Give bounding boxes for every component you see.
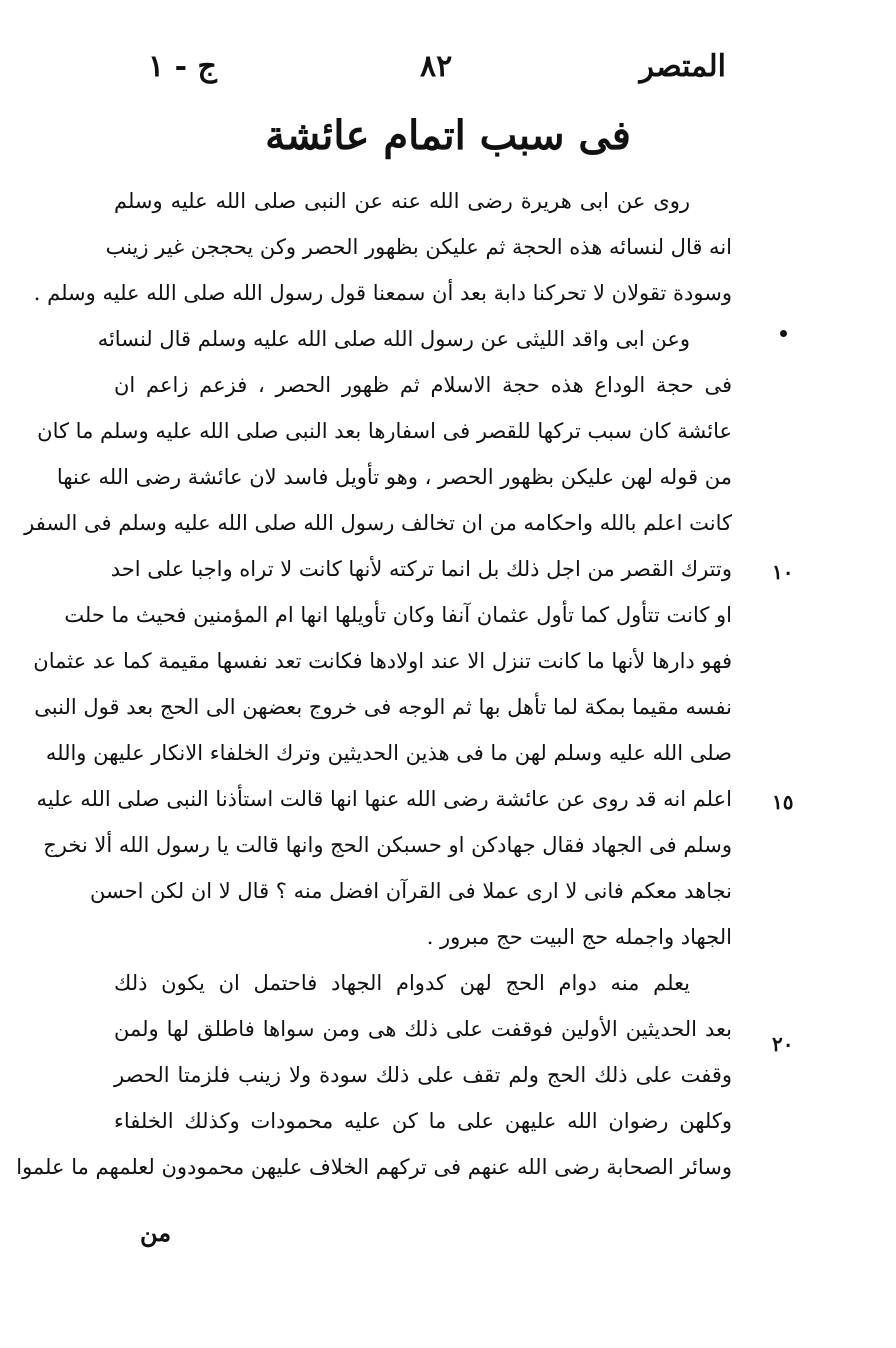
text-line: كانت اعلم بالله واحكامه من ان تخالف رسول الله صلى الله عليه وسلم فى السفر bbox=[24, 511, 732, 535]
paragraph-2 bbox=[24, 316, 732, 960]
text-line: بعد الحديثين الأولين فوقفت على ذلك هى ومن سواها فاطلق لها ولمن bbox=[114, 1017, 732, 1041]
margin-dot bbox=[780, 330, 787, 337]
catchword: من bbox=[140, 1218, 172, 1247]
line-number-15: ١٥ bbox=[772, 790, 794, 814]
section-title: فى سبب اتمام عائشة bbox=[265, 112, 631, 159]
text-line: وتترك القصر من اجل ذلك بل انما تركته لأنها كانت لا تراه واجبا على احد bbox=[110, 557, 732, 581]
text-line: وكلهن رضوان الله عليهن على ما كن عليه محمودات وكذلك الخلفاء bbox=[114, 1109, 732, 1133]
paragraph-1 bbox=[33, 178, 732, 316]
line-number-20: ٢٠ bbox=[772, 1032, 794, 1056]
text-line: صلى الله عليه وسلم لهن ما فى هذين الحديثين وترك الخلفاء الانكار عليهن والله bbox=[45, 741, 732, 765]
text-line: الجهاد واجمله حج البيت حج مبرور . bbox=[426, 925, 732, 949]
text-line: او كانت تتأول كما تأول عثمان آنفا وكان تأويلها انها ام المؤمنين فحيث ما حلت bbox=[64, 603, 732, 627]
text-line: وسودة تقولان لا تحركنا دابة بعد أن سمعنا قول رسول الله صلى الله عليه وسلم . bbox=[33, 281, 732, 305]
text-line: وسائر الصحابة رضى الله عنهم فى تركهم الخلاف عليهن محمودون لعلمهم ما علموا bbox=[16, 1155, 732, 1179]
text-line: نجاهد معكم فانى لا ارى عملا فى القرآن افضل منه ؟ قال لا ان لكن احسن bbox=[89, 879, 732, 903]
running-head-title: المتصر bbox=[639, 49, 726, 84]
text-line: وعن ابى واقد الليثى عن رسول الله صلى الله عليه وسلم قال لنسائه bbox=[97, 327, 690, 351]
text-line: فى حجة الوداع هذه حجة الاسلام ثم ظهور الحصر ، فزعم زاعم ان bbox=[114, 373, 732, 397]
text-line: يعلم منه دوام الحج لهن كدوام الجهاد فاحتمل ان يكون ذلك bbox=[114, 971, 690, 995]
paragraph-3 bbox=[16, 960, 732, 1190]
text-line: نفسه مقيما بمكة لما تأهل بها ثم الوجه فى خروج بعضهن الى الحج بعد قول النبى bbox=[34, 695, 732, 719]
line-number-10: ١٠ bbox=[772, 560, 794, 584]
text-line: وسلم فى الجهاد فقال جهادكن او حسبكن الحج وانها قالت يا رسول الله ألا نخرج bbox=[43, 833, 732, 857]
volume-label: ج - ١ bbox=[148, 49, 217, 84]
text-line: وقفت على ذلك الحج ولم تقف على ذلك سودة ولا زينب فلزمتا الحصر bbox=[114, 1063, 732, 1087]
text-line: اعلم انه قد روى عن عائشة رضى الله عنها انها قالت استأذنا النبى صلى الله عليه bbox=[36, 787, 732, 811]
text-line: عائشة كان سبب تركها للقصر فى اسفارها بعد النبى صلى الله عليه وسلم ما كان bbox=[37, 419, 732, 443]
text-line: من قوله لهن عليكن بظهور الحصر ، وهو تأويل فاسد لان عائشة رضى الله عنها bbox=[56, 465, 732, 489]
text-line: فهو دارها لأنها ما كانت تنزل الا عند اولادها فكانت تعد نفسها مقيمة كما عد عثمان bbox=[33, 649, 732, 673]
page-number: ٨٢ bbox=[420, 49, 453, 84]
text-line: روى عن ابى هريرة رضى الله عنه عن النبى صلى الله عليه وسلم bbox=[114, 189, 690, 213]
text-line: انه قال لنسائه هذه الحجة ثم عليكن بظهور الحصر وكن يحججن غير زينب bbox=[105, 235, 732, 259]
